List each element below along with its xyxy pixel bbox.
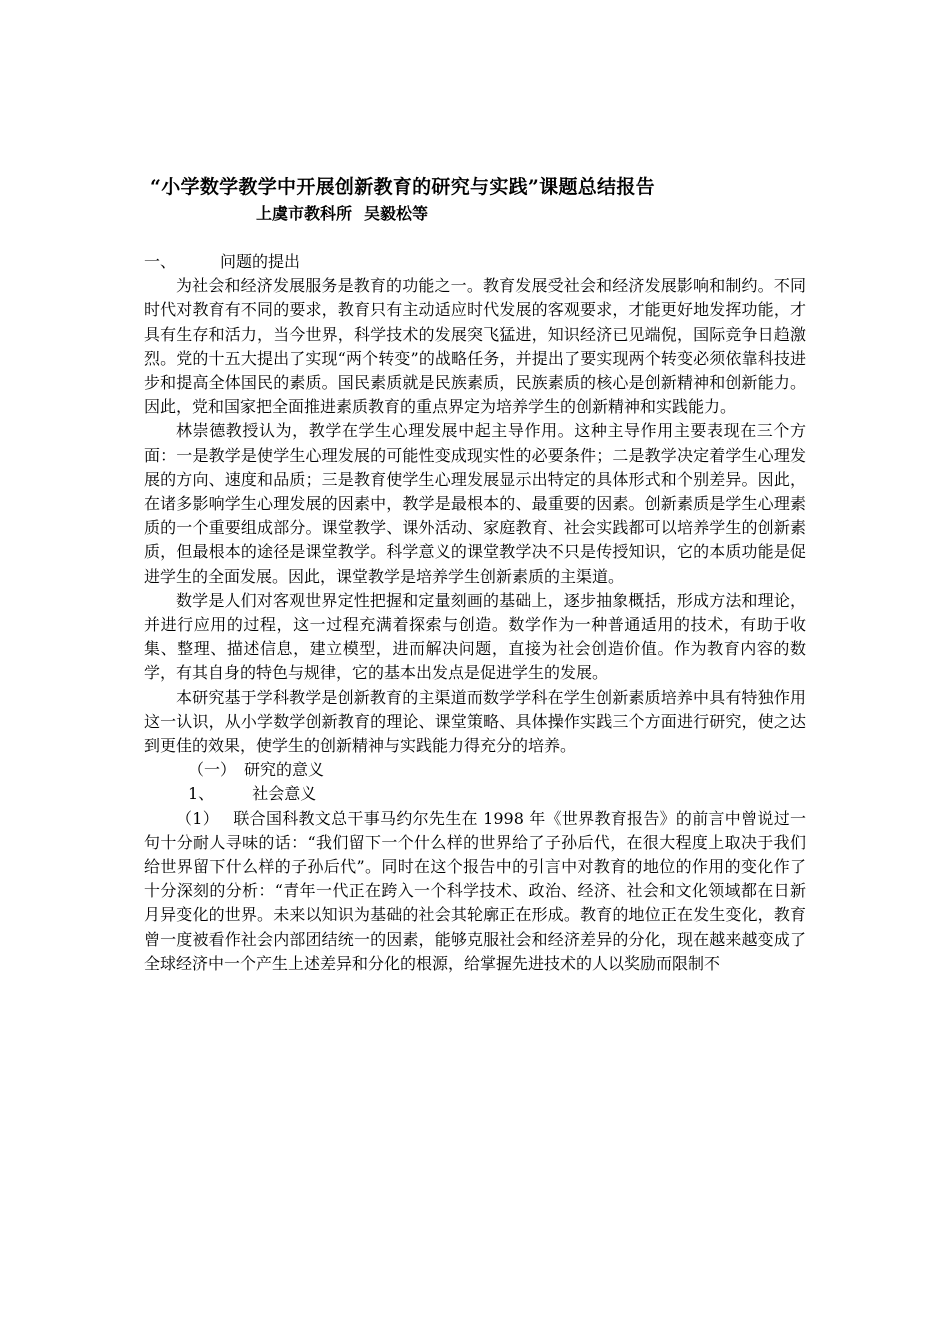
author-organization: 上虞市教科所 — [256, 204, 353, 223]
paragraph: 数学是人们对客观世界定性把握和定量刻画的基础上，逐步抽象概括，形成方法和理论，并进行应用的过程，这一过程充满着探索与创造。数学作为一种普通适用的技术，有助于收集、整理、描述信息，建立模型，进而解决问题，直接为社会创造价值。作为教育内容的数学，有其自身的特色与规律，它的基本出发点是促进学生的发展。 — [144, 590, 806, 683]
section-number: 一、 — [144, 252, 177, 271]
subsection-title: 研究的意义 — [244, 760, 325, 780]
paragraph: 本研究基于学科教学是创新教育的主渠道而数学学科在学生创新素质培养中具有特独作用这一认识，从小学数学创新教育的理论、课堂策略、具体操作实践三个方面进行研究，使之达到更佳的效果，使学生的创新精神与实践能力得充分的培养。 — [144, 687, 806, 756]
author-line — [256, 201, 428, 224]
item-number: 1、 — [188, 784, 215, 804]
paragraph — [144, 807, 806, 976]
author-names: 吴毅松等 — [364, 204, 429, 223]
section-heading — [144, 250, 806, 274]
item-heading — [144, 782, 806, 806]
subsection-number: （一） — [188, 760, 237, 780]
document-title: “小学数学教学中开展创新教育的研究与实践”课题总结报告 — [150, 176, 655, 198]
document-body — [144, 250, 806, 976]
paragraph: 为社会和经济发展服务是教育的功能之一。教育发展受社会和经济发展影响和制约。不同时代对教育有不同的要求，教育只有主动适应时代发展的客观要求，才能更好地发挥功能，才具有生存和活力，当今世界，科学技术的发展突飞猛进，知识经济已见端倪，国际竞争日趋激烈。党的十五大提出了实现“两个转变”的战略任务，并提出了要实现两个转变必须依靠科技进步和提高全体国民的素质。国民素质就是民族素质，民族素质的核心是创新精神和创新能力。因此，党和国家把全面推进素质教育的重点界定为培养学生的创新精神和实践能力。 — [144, 276, 806, 417]
item-title: 社会意义 — [252, 784, 317, 804]
section-title: 问题的提出 — [220, 252, 301, 271]
paragraph: 林崇德教授认为，教学在学生心理发展中起主导作用。这种主导作用主要表现在三个方面：一是教学是使学生心理发展的可能性变成现实性的必要条件；二是教学决定着学生心理发展的方向、速度和品质；三是教育使学生心理发展显示出特定的具体形式和个别差异。因此，在诸多影响学生心理发展的因素中，教学是最根本的、最重要的因素。创新素质是学生心理素质的一个重要组成部分。课堂教学、课外活动、家庭教育、社会实践都可以培养学生的创新素质，但最根本的途径是课堂教学。科学意义的课堂教学决不只是传授知识，它的本质功能是促进学生的全面发展。因此，课堂教学是培养学生创新素质的主渠道。 — [144, 421, 806, 586]
paragraph-number: （1） — [176, 808, 220, 828]
subsection-heading — [144, 758, 806, 782]
paragraph-text: 联合国科教文总干事马约尔先生在 1998 年《世界教育报告》的前言中曾说过一句十分耐人寻味的话：“我们留下一个什么样的世界给了子孙后代，在很大程度上取决于我们给世界留下什么样的子孙后代”。同时在这个报告中的引言中对教育的地位的作用的变化作了十分深刻的分析：“青年一代正在跨入一个科学技术、政治、经济、社会和文化领域都在日新月异变化的世界。未来以知识为基础的社会其轮廓正在形成。教育的地位正在发生变化，教育曾一度被看作社会内部团结统一的因素，能够克服社会和经济差异的分化，现在越来越变成了全球经济中一个产生上述差异和分化的根源，给掌握先进技术的人以奖励而限制不 — [144, 808, 806, 973]
